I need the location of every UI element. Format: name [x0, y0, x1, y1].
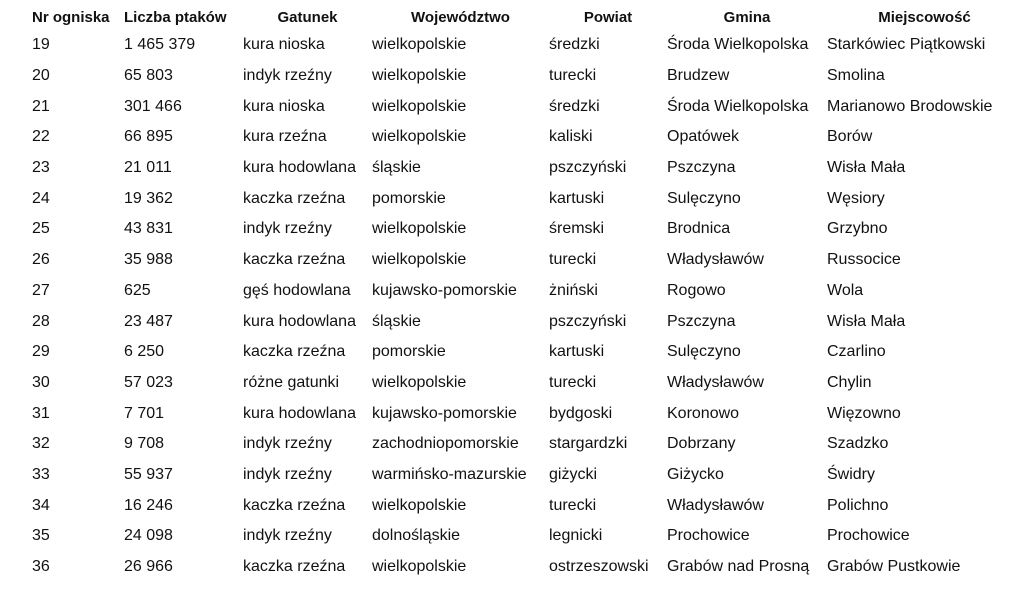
table-row: [32, 490, 1022, 521]
cell-gmina: Rogowo: [667, 281, 726, 299]
table-row: [32, 91, 1022, 122]
cell-nr-ogniska: 21: [32, 97, 50, 115]
cell-wojewodztwo: śląskie: [372, 159, 421, 177]
cell-wojewodztwo: wielkopolskie: [372, 373, 467, 391]
cell-powiat: turecki: [549, 496, 597, 514]
cell-miejscowosc: Russocice: [827, 251, 901, 269]
table-row: [32, 460, 1022, 491]
cell-miejscowosc: Chylin: [827, 373, 872, 391]
cell-miejscowosc: Czarlino: [827, 343, 886, 361]
cell-gmina: Pszczyna: [667, 159, 736, 177]
cell-wojewodztwo: wielkopolskie: [372, 67, 467, 85]
cell-nr-ogniska: 29: [32, 343, 50, 361]
cell-liczba-ptakow: 35 988: [124, 251, 173, 269]
cell-gatunek: indyk rzeźny: [243, 527, 332, 545]
table-body: [32, 30, 1022, 582]
cell-gatunek: gęś hodowlana: [243, 281, 351, 299]
cell-nr-ogniska: 23: [32, 159, 50, 177]
cell-powiat: turecki: [549, 373, 597, 391]
cell-gatunek: kura hodowlana: [243, 159, 356, 177]
cell-liczba-ptakow: 19 362: [124, 189, 173, 207]
cell-gatunek: indyk rzeźny: [243, 465, 332, 483]
cell-powiat: kaliski: [549, 128, 593, 146]
table-row: [32, 183, 1022, 214]
cell-liczba-ptakow: 26 966: [124, 558, 173, 576]
cell-miejscowosc: Więzowno: [827, 404, 901, 422]
table-header: [32, 4, 1022, 30]
cell-liczba-ptakow: 55 937: [124, 465, 173, 483]
cell-gmina: Koronowo: [667, 404, 740, 422]
cell-liczba-ptakow: 16 246: [124, 496, 173, 514]
outbreaks-table: [32, 4, 1022, 582]
cell-wojewodztwo: pomorskie: [372, 189, 446, 207]
cell-wojewodztwo: śląskie: [372, 312, 421, 330]
cell-powiat: turecki: [549, 251, 597, 269]
cell-miejscowosc: Smolina: [827, 67, 885, 85]
cell-wojewodztwo: kujawsko-pomorskie: [372, 281, 517, 299]
cell-liczba-ptakow: 66 895: [124, 128, 173, 146]
cell-powiat: śremski: [549, 220, 605, 238]
cell-gmina: Władysławów: [667, 496, 764, 514]
table-row: [32, 61, 1022, 92]
cell-wojewodztwo: wielkopolskie: [372, 496, 467, 514]
cell-gatunek: kura hodowlana: [243, 404, 356, 422]
cell-liczba-ptakow: 9 708: [124, 435, 165, 453]
table-row: [32, 214, 1022, 245]
cell-wojewodztwo: zachodniopomorskie: [372, 435, 519, 453]
table-row: [32, 122, 1022, 153]
cell-gatunek: indyk rzeźny: [243, 435, 332, 453]
cell-liczba-ptakow: 24 098: [124, 527, 173, 545]
cell-nr-ogniska: 30: [32, 373, 50, 391]
cell-wojewodztwo: wielkopolskie: [372, 128, 467, 146]
cell-nr-ogniska: 27: [32, 281, 50, 299]
cell-powiat: pszczyński: [549, 159, 627, 177]
cell-gmina: Sulęczyno: [667, 343, 741, 361]
cell-miejscowosc: Grzybno: [827, 220, 888, 238]
cell-nr-ogniska: 19: [32, 36, 50, 54]
cell-miejscowosc: Grabów Pustkowie: [827, 558, 961, 576]
cell-wojewodztwo: wielkopolskie: [372, 251, 467, 269]
cell-miejscowosc: Wisła Mała: [827, 312, 906, 330]
cell-liczba-ptakow: 7 701: [124, 404, 165, 422]
cell-nr-ogniska: 28: [32, 312, 50, 330]
cell-powiat: pszczyński: [549, 312, 627, 330]
cell-powiat: bydgoski: [549, 404, 613, 422]
header-nr-ogniska: Nr ogniska: [32, 8, 110, 26]
cell-gmina: Prochowice: [667, 527, 750, 545]
cell-powiat: stargardzki: [549, 435, 628, 453]
cell-nr-ogniska: 32: [32, 435, 50, 453]
cell-gatunek: kura rzeźna: [243, 128, 327, 146]
cell-nr-ogniska: 25: [32, 220, 50, 238]
header-gmina: Gmina: [723, 8, 771, 26]
header-powiat: Powiat: [583, 8, 633, 26]
cell-liczba-ptakow: 625: [124, 281, 151, 299]
cell-gatunek: kura nioska: [243, 36, 325, 54]
cell-miejscowosc: Prochowice: [827, 527, 910, 545]
cell-nr-ogniska: 31: [32, 404, 50, 422]
cell-miejscowosc: Wisła Mała: [827, 159, 906, 177]
table-row: [32, 521, 1022, 552]
cell-nr-ogniska: 22: [32, 128, 50, 146]
cell-wojewodztwo: dolnośląskie: [372, 527, 461, 545]
cell-gmina: Opatówek: [667, 128, 740, 146]
cell-gatunek: różne gatunki: [243, 373, 340, 391]
cell-liczba-ptakow: 23 487: [124, 312, 173, 330]
cell-gatunek: indyk rzeźny: [243, 220, 332, 238]
cell-miejscowosc: Świdry: [827, 465, 876, 483]
cell-gmina: Grabów nad Prosną: [667, 558, 810, 576]
table-row: [32, 429, 1022, 460]
cell-gmina: Środa Wielkopolska: [667, 36, 809, 54]
cell-gatunek: kaczka rzeźna: [243, 343, 346, 361]
cell-liczba-ptakow: 301 466: [124, 97, 182, 115]
cell-miejscowosc: Wola: [827, 281, 864, 299]
cell-gmina: Dobrzany: [667, 435, 736, 453]
table-row: [32, 398, 1022, 429]
table-row: [32, 30, 1022, 61]
cell-wojewodztwo: wielkopolskie: [372, 97, 467, 115]
cell-wojewodztwo: warmińsko-mazurskie: [372, 465, 527, 483]
cell-nr-ogniska: 36: [32, 558, 50, 576]
cell-powiat: średzki: [549, 36, 600, 54]
cell-powiat: ostrzeszowski: [549, 558, 649, 576]
cell-nr-ogniska: 26: [32, 251, 50, 269]
cell-nr-ogniska: 20: [32, 67, 50, 85]
header-wojewodztwo: Województwo: [411, 8, 510, 26]
cell-wojewodztwo: wielkopolskie: [372, 558, 467, 576]
cell-powiat: średzki: [549, 97, 600, 115]
cell-nr-ogniska: 34: [32, 496, 50, 514]
cell-liczba-ptakow: 6 250: [124, 343, 165, 361]
table-row: [32, 276, 1022, 307]
table-row: [32, 245, 1022, 276]
cell-nr-ogniska: 35: [32, 527, 50, 545]
table-row: [32, 306, 1022, 337]
cell-gmina: Pszczyna: [667, 312, 736, 330]
cell-gmina: Giżycko: [667, 465, 724, 483]
cell-gmina: Brudzew: [667, 67, 730, 85]
cell-liczba-ptakow: 57 023: [124, 373, 173, 391]
cell-liczba-ptakow: 1 465 379: [124, 36, 196, 54]
table-row: [32, 153, 1022, 184]
cell-gmina: Sulęczyno: [667, 189, 741, 207]
cell-wojewodztwo: kujawsko-pomorskie: [372, 404, 517, 422]
cell-wojewodztwo: wielkopolskie: [372, 36, 467, 54]
cell-powiat: legnicki: [549, 527, 603, 545]
table-row: [32, 368, 1022, 399]
cell-powiat: turecki: [549, 67, 597, 85]
cell-liczba-ptakow: 43 831: [124, 220, 173, 238]
cell-gmina: Środa Wielkopolska: [667, 97, 809, 115]
cell-gmina: Brodnica: [667, 220, 731, 238]
cell-gatunek: indyk rzeźny: [243, 67, 332, 85]
cell-miejscowosc: Szadzko: [827, 435, 889, 453]
cell-nr-ogniska: 24: [32, 189, 50, 207]
cell-powiat: giżycki: [549, 465, 598, 483]
cell-miejscowosc: Marianowo Brodowskie: [827, 97, 993, 115]
header-miejscowosc: Miejscowość: [878, 8, 971, 26]
cell-miejscowosc: Borów: [827, 128, 873, 146]
cell-gatunek: kura hodowlana: [243, 312, 356, 330]
cell-powiat: żniński: [549, 281, 598, 299]
cell-miejscowosc: Starkówiec Piątkowski: [827, 36, 986, 54]
cell-gatunek: kaczka rzeźna: [243, 496, 346, 514]
cell-gatunek: kura nioska: [243, 97, 325, 115]
header-gatunek: Gatunek: [277, 8, 338, 26]
cell-wojewodztwo: wielkopolskie: [372, 220, 467, 238]
cell-miejscowosc: Węsiory: [827, 189, 885, 207]
cell-gmina: Władysławów: [667, 373, 764, 391]
cell-nr-ogniska: 33: [32, 465, 50, 483]
cell-gatunek: kaczka rzeźna: [243, 251, 346, 269]
cell-wojewodztwo: pomorskie: [372, 343, 446, 361]
header-liczba-ptakow: Liczba ptaków: [124, 8, 227, 26]
cell-gatunek: kaczka rzeźna: [243, 558, 346, 576]
cell-miejscowosc: Polichno: [827, 496, 889, 514]
cell-liczba-ptakow: 21 011: [124, 159, 172, 177]
header-row: [32, 4, 1022, 30]
table-row: [32, 337, 1022, 368]
cell-gatunek: kaczka rzeźna: [243, 189, 346, 207]
cell-powiat: kartuski: [549, 343, 605, 361]
cell-gmina: Władysławów: [667, 251, 764, 269]
cell-liczba-ptakow: 65 803: [124, 67, 173, 85]
table-row: [32, 552, 1022, 583]
cell-powiat: kartuski: [549, 189, 605, 207]
